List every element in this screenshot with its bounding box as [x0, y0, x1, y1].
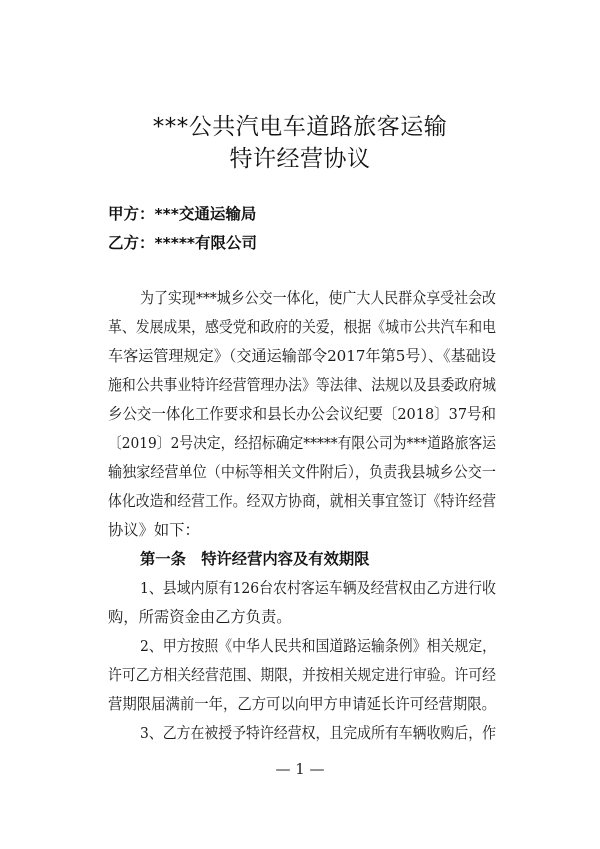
document-title-line-2: 特许经营协议 [229, 146, 371, 172]
intro-line: 革、发展成果，感受党和政府的关爱，根据《城市公共汽车和电 [108, 318, 496, 336]
intro-line: 施和公共事业特许经营管理办法》等法律、法规以及县委政府城 [108, 376, 496, 394]
party-a: 甲方：***交通运输局 [108, 205, 257, 223]
document-title-line-1: ***公共汽电车道路旅客运输 [152, 114, 448, 140]
clause-3-line: 3、乙方在被授予特许经营权，且完成所有车辆收购后，作 [140, 724, 496, 742]
intro-line: 车客运管理规定》（交通运输部令2017年第5号）、《基础设 [108, 347, 496, 365]
clause-1-line: 购，所需资金由乙方负责。 [108, 608, 292, 626]
clause-2-line: 营期限届满前一年，乙方可以向甲方申请延长许可经营期限。 [108, 695, 496, 713]
clause-2-line: 2、甲方按照《中华人民共和国道路运输条例》相关规定， [140, 637, 496, 655]
clause-2-line: 许可乙方相关经营范围、期限，并按相关规定进行审验。许可经 [108, 666, 496, 684]
clause-1-line: 1、县域内原有126台农村客运车辆及经营权由乙方进行收 [140, 579, 496, 597]
intro-line: 协议》如下： [108, 521, 200, 539]
party-b: 乙方：*****有限公司 [108, 234, 258, 252]
article-heading: 第一条 特许经营内容及有效期限 [140, 550, 370, 568]
intro-line: 〔2019〕2号决定，经招标确定*****有限公司为***道路旅客运 [108, 434, 496, 452]
intro-line: 为了实现***城乡公交一体化，使广大人民群众享受社会改 [140, 289, 496, 307]
intro-line: 体化改造和经营工作。经双方协商，就相关事宜签订《特许经营 [108, 492, 496, 510]
intro-line: 输独家经营单位（中标等相关文件附后），负责我县城乡公交一 [108, 463, 496, 481]
intro-line: 乡公交一体化工作要求和县长办公会议纪要〔2018〕37号和 [108, 405, 496, 423]
page-number: — 1 — [275, 760, 325, 778]
